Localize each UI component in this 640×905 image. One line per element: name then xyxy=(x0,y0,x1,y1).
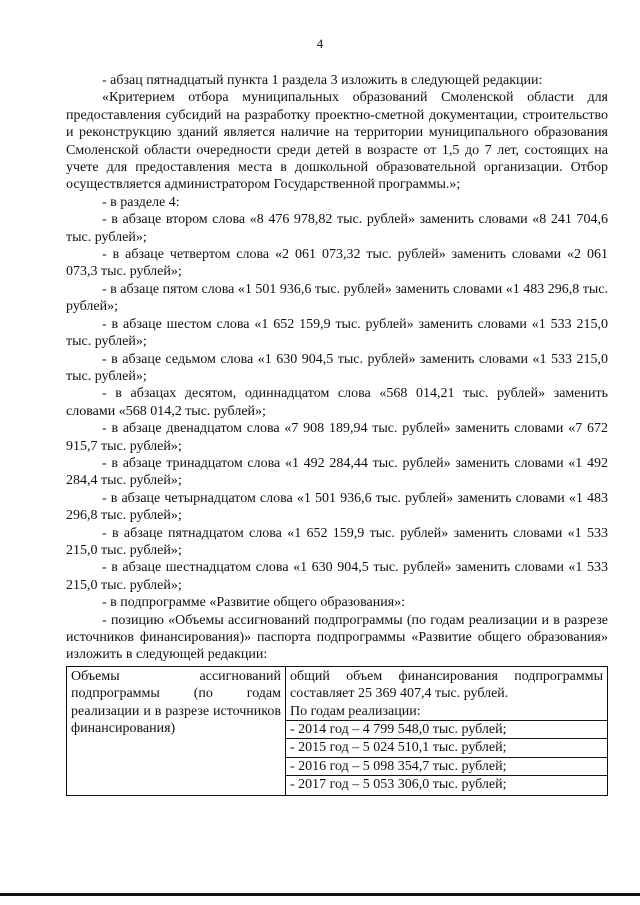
financing-total: общий объем финансирования подпрограммы составляет 25 369 407,4 тыс. рублей. xyxy=(290,668,603,702)
table-cell-label: Объемы ассигнований подпрограммы (по годам реализации и в разрезе источников финансирования) xyxy=(67,666,286,795)
paragraph: - в абзаце четырнадцатом слова «1 501 936,6 тыс. рублей» заменить словами «1 483 296,8 тыс. рублей»; xyxy=(66,490,608,524)
bottom-rule xyxy=(0,893,640,896)
year-line: - 2017 год – 5 053 306,0 тыс. рублей; xyxy=(286,775,607,793)
paragraph: - в абзаце седьмом слова «1 630 904,5 тыс. рублей» заменить словами «1 533 215,0 тыс. рублей»; xyxy=(66,351,608,384)
paragraph: - в абзаце пятнадцатом слова «1 652 159,9 тыс. рублей» заменить словами «1 533 215,0 тыс. рублей»; xyxy=(66,525,608,558)
year-line: - 2015 год – 5 024 510,1 тыс. рублей; xyxy=(286,738,607,756)
financing-table xyxy=(66,666,608,796)
paragraph: - в абзаце пятом слова «1 501 936,6 тыс. рублей» заменить словами «1 483 296,8 тыс. рублей»; xyxy=(66,281,608,315)
paragraph: - в абзаце двенадцатом слова «7 908 189,94 тыс. рублей» заменить словами «7 672 915,7 тыс. рублей»; xyxy=(66,421,608,454)
paragraph: - в подпрограмме «Развитие общего образования»: xyxy=(102,595,406,611)
paragraph: - в абзаце шестнадцатом слова «1 630 904,5 тыс. рублей» заменить словами «1 533 215,0 тыс. рублей»; xyxy=(66,560,608,593)
table-cell-value xyxy=(286,666,608,795)
year-line: - 2014 год – 4 799 548,0 тыс. рублей; xyxy=(286,720,607,738)
paragraph: - в абзаце втором слова «8 476 978,82 тыс. рублей» заменить словами «8 241 704,6 тыс. рублей»; xyxy=(66,212,608,245)
by-years-heading: По годам реализации: xyxy=(290,703,421,719)
paragraph: - в абзацах десятом, одиннадцатом слова «568 014,21 тыс. рублей» заменить словами «568 014,2 тыс. рублей»; xyxy=(66,386,608,419)
paragraph: - позицию «Объемы ассигнований подпрограммы (по годам реализации и в разрезе источников финансирования)» паспорта подпрограммы «Развитие общего образования» изложить в следующей редакции: xyxy=(66,612,608,663)
paragraph: - в абзаце шестом слова «1 652 159,9 тыс. рублей» заменить словами «1 533 215,0 тыс. рублей»; xyxy=(66,316,608,350)
paragraph: - в абзаце тринадцатом слова «1 492 284,44 тыс. рублей» заменить словами «1 492 284,4 тыс. рублей»; xyxy=(66,455,608,489)
document-body xyxy=(66,72,608,796)
paragraph: «Критерием отбора муниципальных образований Смоленской области для предоставления субсидий на разработку проектно-сметной документации, строительство и реконструкцию зданий является наличие на территории муниципального образования Смоленской области очередности среди детей в возрасте от 1,5 до 7 лет, состоящих на учете для предоставления места в дошкольной образовательной организации. Отбор осуществляется администратором Государственной программы.»; xyxy=(66,90,608,193)
paragraph: - в разделе 4: xyxy=(102,194,180,210)
page-number: 4 xyxy=(316,36,324,51)
table-row xyxy=(67,666,608,795)
year-line: - 2016 год – 5 098 354,7 тыс. рублей; xyxy=(286,757,607,775)
paragraph: - в абзаце четвертом слова «2 061 073,32 тыс. рублей» заменить словами «2 061 073,3 тыс. рублей»; xyxy=(66,247,608,280)
paragraph: - абзац пятнадцатый пункта 1 раздела 3 изложить в следующей редакции: xyxy=(102,73,543,88)
